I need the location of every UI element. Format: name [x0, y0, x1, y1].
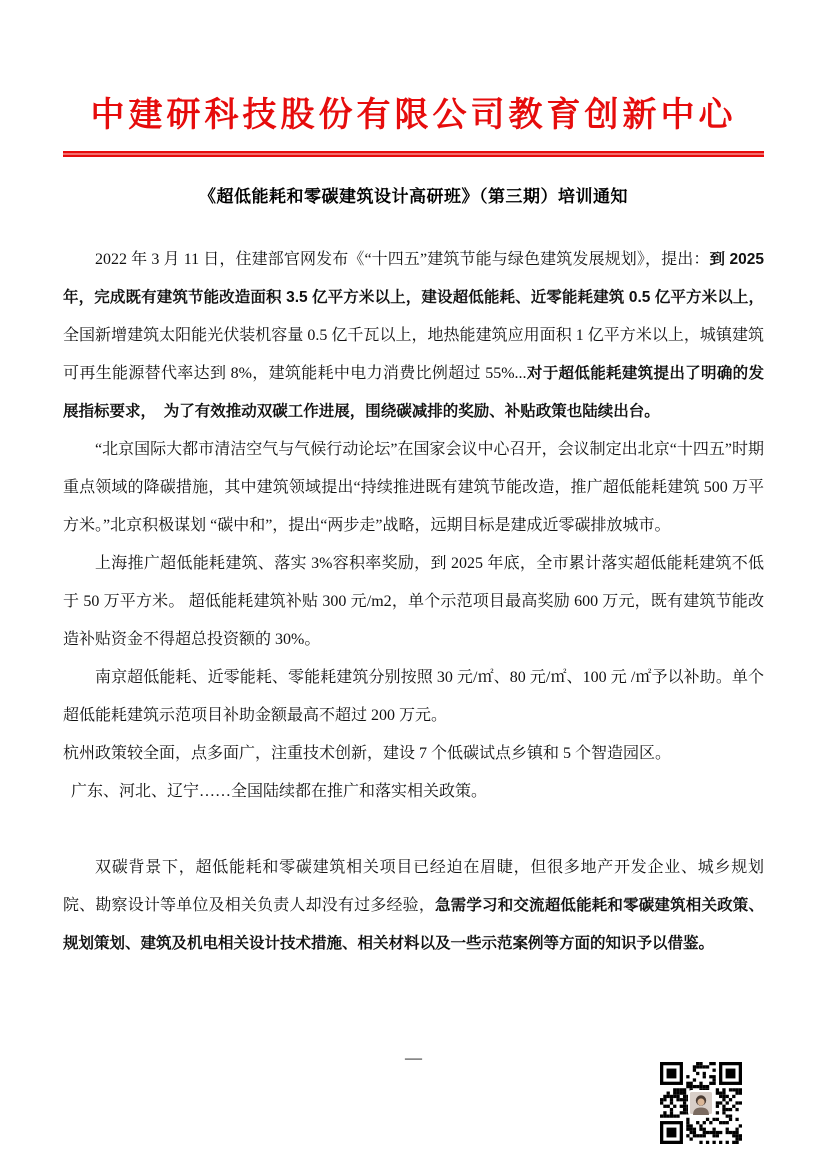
org-title: 中建研科技股份有限公司教育创新中心: [90, 97, 737, 134]
text-segment-bold: 对于超低能耗建筑提出了明确的发展指标要求， 为了有效推动双碳工作进展，围绕碳减排的奖励、补贴政策也陆续出台。: [63, 365, 764, 420]
wechat-qr-code-image: [660, 1062, 742, 1144]
text-segment: 广东、河北、辽宁……全国陆续都在推广和落实相关政策。: [71, 783, 488, 800]
text-segment: 双碳背景下，超低能耗和零碳建筑相关项目已经迫在眉睫，但很多地产开发企业、城乡规划院、勘察设计等单位及相关负责人却没有过多经验，: [63, 859, 764, 914]
text-segment-bold: 到 2025 年，完成既有建筑节能改造面积 3.5 亿平方米以上，建设超低能耗、近零能耗建筑 0.5 亿平方米以上，: [63, 251, 764, 306]
paragraph-hangzhou: [63, 735, 764, 773]
paragraph-nanjing: [63, 659, 764, 735]
qr-center-avatar: [689, 1091, 713, 1115]
letterhead: [63, 0, 764, 157]
text-segment-bold: 急需学习和交流超低能耗和零碳建筑相关政策、规划策划、建筑及机电相关设计技术措施、相关材料以及一些示范案例等方面的知识予以借鉴。: [63, 897, 764, 952]
red-divider-rule: [63, 151, 764, 157]
text-segment: 上海推广超低能耗建筑、落实 3%容积率奖励，到 2025 年底，全市累计落实超低能耗建筑不低于 50 万平方米。 超低能耗建筑补贴 300 元/m2，单个示范项目最高奖励 600 万元，既有建筑节能改造补贴资金不得超总投资额的 30%。: [63, 555, 764, 648]
paragraph-provinces: [63, 773, 764, 811]
paragraph-policy-plan: [63, 241, 764, 431]
text-segment: 杭州政策较全面，点多面广，注重技术创新，建设 7 个低碳试点乡镇和 5 个智造园区。: [63, 745, 672, 762]
text-segment: “北京国际大都市清洁空气与气候行动论坛”在国家会议中心召开，会议制定出北京“十四五”时期重点领域的降碳措施，其中建筑领域提出“持续推进既有建筑节能改造，推广超低能耗建筑 500 万平方米。”北京积极谋划 “碳中和”，提出“两步走”战略，远期目标是建成近零碳排放城市。: [63, 441, 764, 534]
paragraph-background: [63, 849, 764, 963]
paragraph-shanghai: [63, 545, 764, 659]
page-number: —: [405, 1048, 422, 1067]
text-segment: 全国新增建筑太阳能光伏装机容量 0.5 亿千瓦以上，地热能建筑应用面积 1 亿平方米以上，城镇建筑可再生能源替代率达到 8%，建筑能耗中电力消费比例超过 55%...: [63, 327, 764, 382]
qr-code: [660, 1062, 742, 1144]
text-segment: 南京超低能耗、近零能耗、零能耗建筑分别按照 30 元/㎡、80 元/㎡、100 元 /㎡予以补助。单个超低能耗建筑示范项目补助金额最高不超过 200 万元。: [63, 669, 764, 724]
doc-title: 《超低能耗和零碳建筑设计高研班》（第三期）培训通知: [199, 187, 628, 206]
paragraph-beijing: [63, 431, 764, 545]
text-segment: 2022 年 3 月 11 日，住建部官网发布《“十四五”建筑节能与绿色建筑发展规划》，提出：: [95, 251, 710, 268]
document-body: [63, 241, 764, 963]
